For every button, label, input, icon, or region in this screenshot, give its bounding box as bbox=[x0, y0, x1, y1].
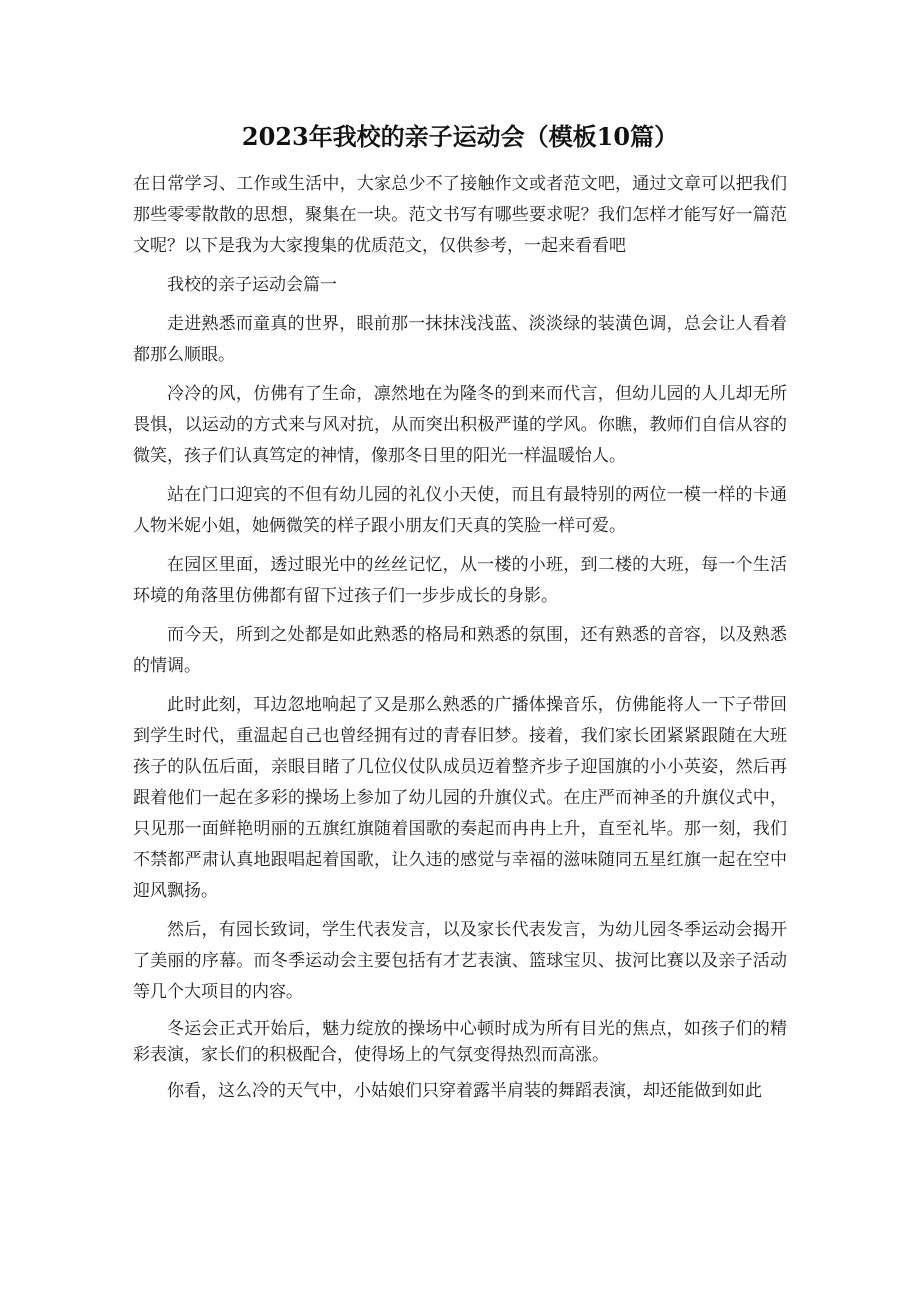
body-paragraph: 在园区里面，透过眼光中的丝丝记忆，从一楼的小班，到二楼的大班，每一个生活环境的角落里仿佛都有留下过孩子们一步步成长的身影。 bbox=[133, 555, 787, 606]
document-title: 2023年我校的亲子运动会（模板10篇） bbox=[241, 122, 679, 151]
body-paragraph: 你看，这么冷的天气中，小姑娘们只穿着露半肩装的舞蹈表演，却还能做到如此 bbox=[167, 1081, 762, 1101]
intro-paragraph: 在日常学习、工作或生活中，大家总少不了接触作文或者范文吧，通过文章可以把我们那些零零散散的思想，聚集在一块。范文书写有哪些要求呢？我们怎样才能写好一篇范文呢？以下是我为大家搜集的优质范文，仅供参考，一起来看看吧 bbox=[133, 174, 787, 256]
section-heading: 我校的亲子运动会篇一 bbox=[167, 275, 337, 295]
body-paragraph: 冬运会正式开始后，魅力绽放的操场中心顿时成为所有目光的焦点，如孩子们的精彩表演，家长们的积极配合，使得场上的气氛变得热烈而高涨。 bbox=[133, 1019, 787, 1065]
body-paragraph: 冷冷的风，仿佛有了生命，凛然地在为隆冬的到来而代言，但幼儿园的人儿却无所畏惧，以运动的方式来与风对抗，从而突出积极严谨的学风。你瞧，教师们自信从容的微笑，孩子们认真笃定的神情，像那冬日里的阳光一样温暖怡人。 bbox=[133, 384, 787, 466]
body-paragraph: 此时此刻，耳边忽地响起了又是那么熟悉的广播体操音乐，仿佛能将人一下子带回到学生时代，重温起自己也曾经拥有过的青春旧梦。接着，我们家长团紧紧跟随在大班孩子的队伍后面，亲眼目睹了几位仪仗队成员迈着整齐步子迎国旗的小小英姿，然后再跟着他们一起在多彩的操场上参加了幼儿园的升旗仪式。在庄严而神圣的升旗仪式中，只见那一面鲜艳明丽的五旗红旗随着国歌的奏起而冉冉上升，直至礼毕。那一刻，我们不禁都严肃认真地跟唱起着国歌，让久违的感觉与幸福的滋味随同五星红旗一起在空中迎风飘扬。 bbox=[133, 695, 787, 901]
body-paragraph: 而今天，所到之处都是如此熟悉的格局和熟悉的氛围，还有熟悉的音容，以及熟悉的情调。 bbox=[133, 625, 787, 676]
body-paragraph: 站在门口迎宾的不但有幼儿园的礼仪小天使，而且有最特别的两位一模一样的卡通人物米妮小姐，她俩微笑的样子跟小朋友们天真的笑脸一样可爱。 bbox=[133, 485, 787, 536]
body-paragraph: 走进熟悉而童真的世界，眼前那一抹抹浅浅蓝、淡淡绿的装潢色调，总会让人看着都那么顺眼。 bbox=[133, 314, 787, 365]
document-body bbox=[133, 169, 787, 1115]
body-paragraph: 然后，有园长致词，学生代表发言，以及家长代表发言，为幼儿园冬季运动会揭开了美丽的序幕。而冬季运动会主要包括有才艺表演、篮球宝贝、拔河比赛以及亲子活动等几个大项目的内容。 bbox=[133, 920, 787, 1002]
